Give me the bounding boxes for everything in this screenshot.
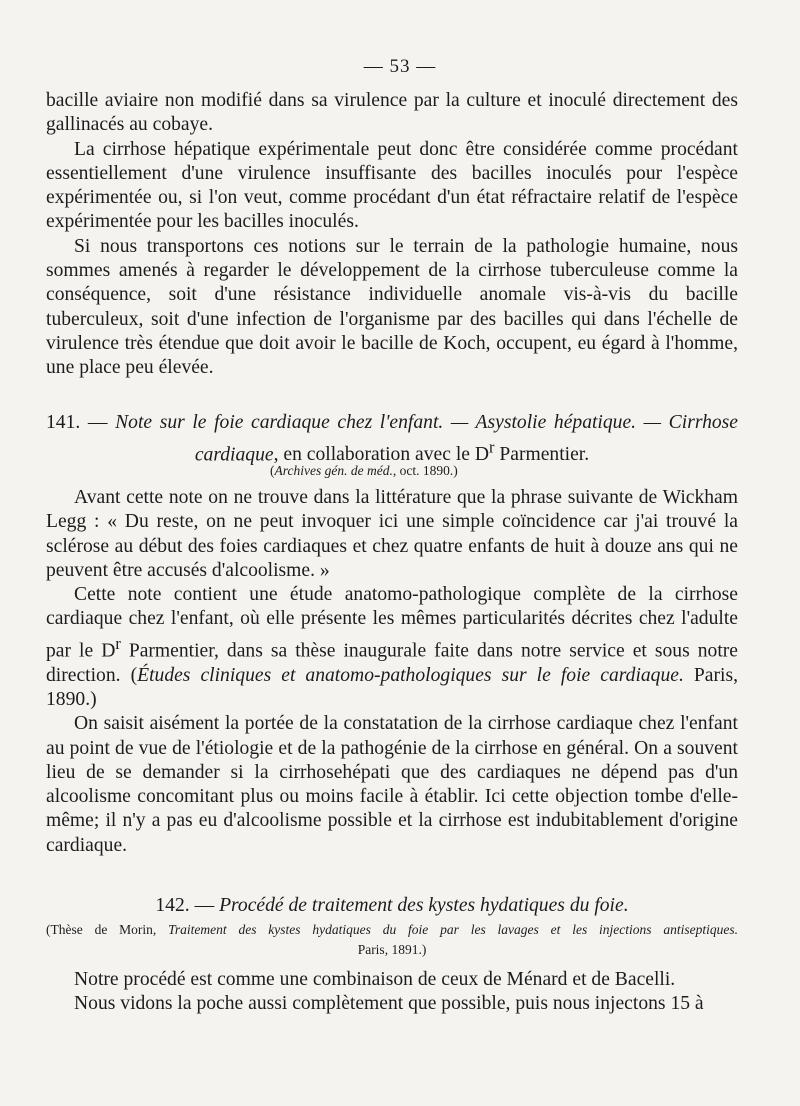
paragraph: La cirrhose hépatique expérimentale peut donc être considérée comme procédant essentiellement d'une virulence insuffisante des bacilles inoculés pour l'espèce expérimentée ou, si l'on veut, comme procédant d'un état réfractaire relatif de l'espèce expérimentée pour les bacilles inoculés. — [46, 138, 738, 233]
entry-141-heading — [46, 411, 738, 468]
entry-title: Procédé de traitement des kystes hydatiques du foie. — [219, 895, 629, 916]
paragraph: bacille aviaire non modifié dans sa virulence par la culture et inoculé directement des gallinacés au cobaye. — [46, 90, 738, 136]
entry-collab: , en collaboration avec le $D^r$ Parmentier. — [273, 437, 590, 466]
page-number: — 53 — — [363, 56, 437, 77]
paragraph: Si nous transportons ces notions sur le terrain de la pathologie humaine, nous sommes amenés à regarder le développement de la cirrhose tuberculeuse comme la conséquence, soit d'une résistance individuelle anomale vis-à-vis du bacille tuberculeux, soit d'une infection de l'organisme par des bacilles qui dans l'échelle de virulence très étendue que doit avoir le bacille de Koch, occupent, eu égard à l'homme, une place peu élevée. — [46, 235, 738, 379]
entry-142-heading — [46, 895, 738, 917]
text-block-3 — [46, 968, 738, 1017]
paragraph: Notre procédé est comme une combinaison de ceux de Ménard et de Bacelli. — [74, 969, 676, 990]
paragraph: Nous vidons la poche aussi complètement que possible, puis nous injectons 15 à — [74, 993, 704, 1015]
text-block-1 — [46, 89, 738, 381]
paragraph: Cette note contient une étude anatomo-pathologique complète de la cirrhose cardiaque chez l'enfant, où elle présente les mêmes particularités décrites chez l'adulte par le $D^r$ Parmentier, dans sa thèse inaugurale faite dans notre service et sous notre direction. (Études cliniques et anatomo-pathologiques sur le foie cardiaque. Paris, 1890.) — [46, 584, 739, 710]
entry-number: 141. — — [46, 412, 116, 433]
paragraph: Avant cette note on ne trouve dans la littérature que la phrase suivante de Wickham Legg : « Du reste, on ne peut invoquer ici une simple coïncidence car j'ai trouvé la sclérose au début des foies cardiaques et chez quatre enfants de huit à douze ans qui ne peuvent être accusés d'alcoolisme. » — [46, 487, 738, 581]
paragraph: On saisit aisément la portée de la constatation de la cirrhose cardiaque chez l'enfant au point de vue de l'étiologie et de la pathogénie de la cirrhose en général. On a souvent lieu de se demander si la cirrhosehépati que des cardiaques ne dépend pas d'un alcoolisme concomitant plus ou moins facile à établir. Ici cette objection tombe d'elle-même; il n'y a pas eu d'alcoolisme possible et la cirrhose est indubitablement d'origine cardiaque. — [46, 713, 738, 856]
entry-141-source: (Archives gén. de méd., oct. 1890.) — [270, 463, 458, 478]
entry-title: Note sur le foie cardiaque chez l'enfant. — Asystolie hépatique. — Cirrhose — [115, 412, 739, 433]
entry-number: 142. — — [155, 895, 220, 916]
entry-title-cont: cardiaque — [194, 444, 274, 466]
entry-142-source: (Thèse de Morin, Traitement des kystes hydatiques du foie par les lavages et les injections antiseptiques. Paris, 1891.) — [46, 922, 738, 957]
text-block-2 — [46, 486, 738, 858]
